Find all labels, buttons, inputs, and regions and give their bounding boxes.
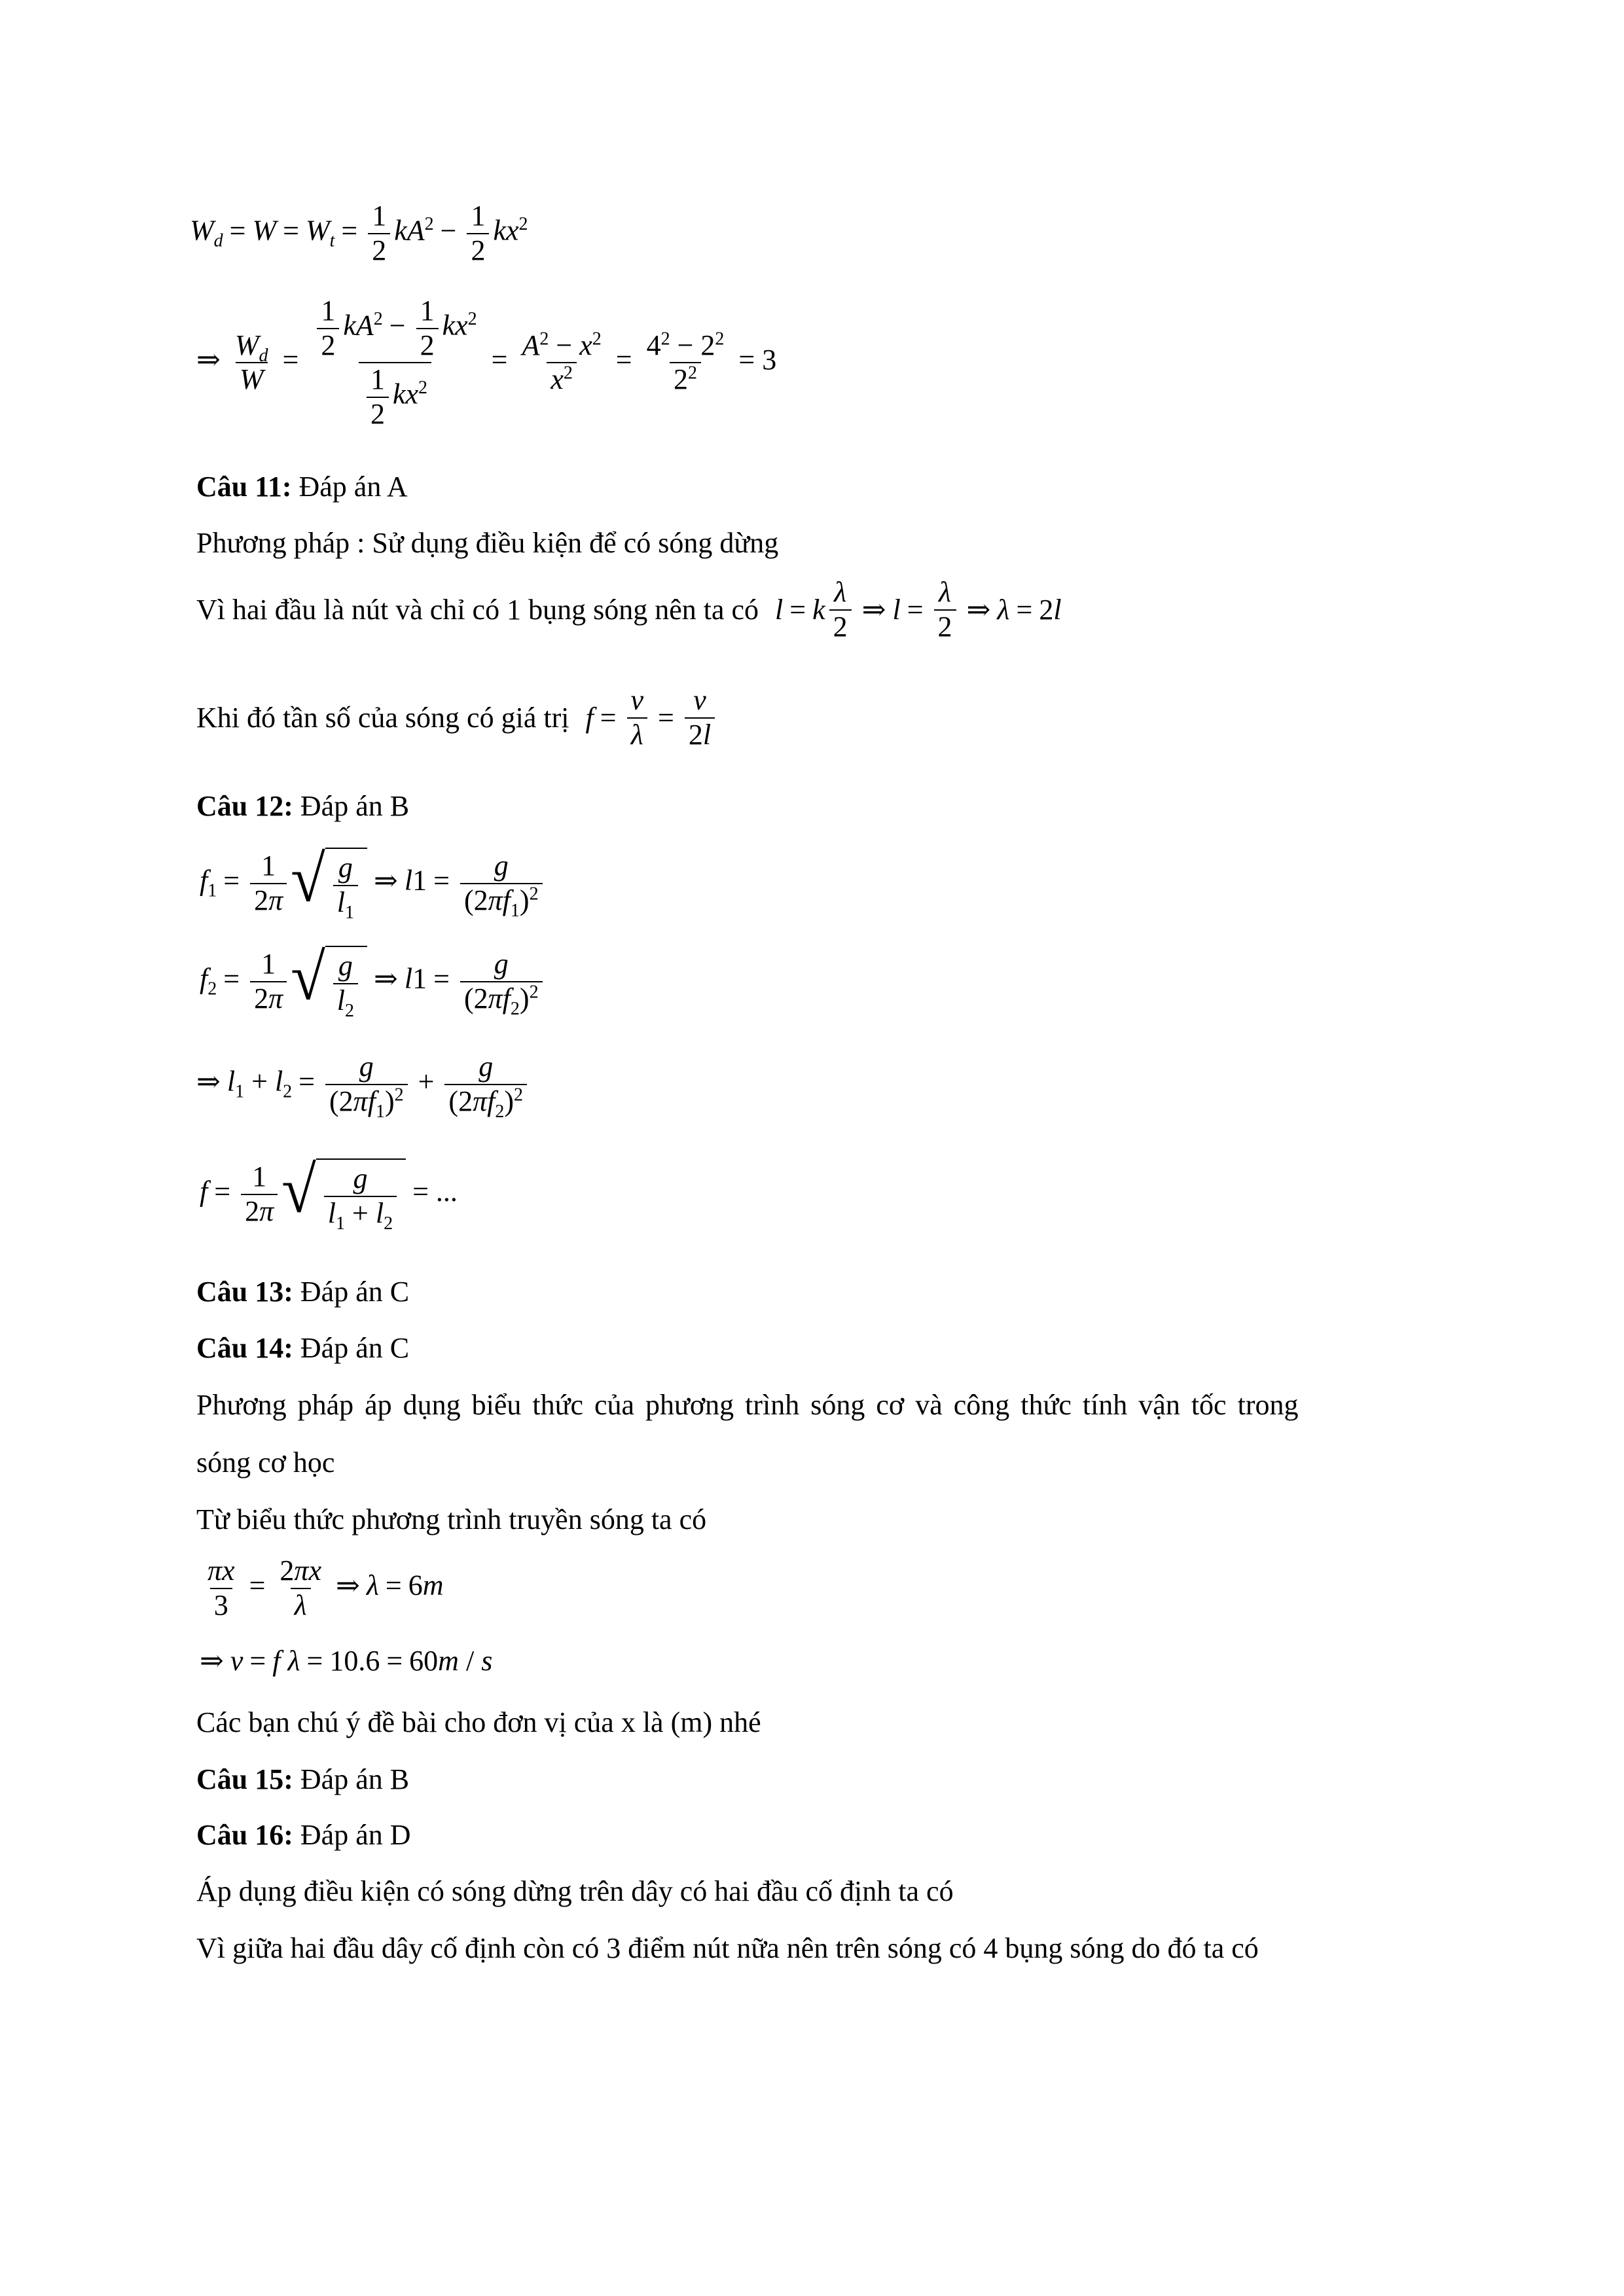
- q11-line3-text: Khi đó tần số của sóng có giá trị: [196, 702, 569, 734]
- q16-label: Câu 16:: [196, 1819, 293, 1851]
- q14-method-a: Phương pháp áp dụng biểu thức của phương trình sóng cơ và công thức tính vận tốc trong: [196, 1389, 1299, 1421]
- q14-note: Các bạn chú ý đề bài cho đơn vị của x là (m) nhé: [196, 1706, 761, 1738]
- q16-line1: Áp dụng điều kiện có sóng dừng trên dây có hai đầu cố định ta có: [196, 1875, 954, 1907]
- q11-method: Phương pháp : Sử dụng điều kiện để có sóng dừng: [196, 527, 779, 559]
- q14-line2: Từ biểu thức phương trình truyền sóng ta có: [196, 1503, 707, 1535]
- q14-method-b: sóng cơ học: [196, 1446, 335, 1479]
- q11-line2-text: Vì hai đầu là nút và chỉ có 1 bụng sóng nên ta có: [196, 594, 759, 626]
- q15-label: Câu 15:: [196, 1763, 293, 1795]
- q11-line2: Vì hai đầu là nút và chỉ có 1 bụng sóng nên ta có l = k $\frac{\lambda}{2}$ ⇒ l = $\frac{\lambda}{2}$ ⇒ λ = 2l: [196, 576, 1062, 643]
- equation-l-sum: ⇒ $l_1 + l_2$ = $\frac{g}{(2\pi f_1)^2}$ + $\frac{g}{(2\pi f_2)^2}$: [190, 1050, 531, 1118]
- q13-answer: Đáp án C: [300, 1276, 410, 1308]
- equation-f1: $f_1$ = $\frac{1}{2\pi}$ √ $\frac{g}{l_1}$ ⇒ l1 = $\frac{g}{(2\pi f_1)^2}$: [200, 848, 547, 919]
- q13-label: Câu 13:: [196, 1276, 293, 1308]
- q12-heading: [196, 792, 409, 821]
- equation-f: f = $\frac{1}{2\pi}$ √ $\frac{g}{l_1 + l_2}$ = ...: [200, 1152, 458, 1234]
- equation-f2: $f_2$ = $\frac{1}{2\pi}$ √ $\frac{g}{l_2}$ ⇒ l1 = $\frac{g}{(2\pi f_2)^2}$: [200, 946, 547, 1017]
- equation-wavelength: $\frac{\pi x}{3}$ = $\frac{2\pi x}{\lambda}$ ⇒ λ = 6m: [208, 1554, 444, 1621]
- q15-answer: Đáp án B: [300, 1763, 410, 1795]
- q16-heading: [196, 1821, 411, 1850]
- equation-energy-ratio: ⇒ $\frac{W_d}{W}$ = $\frac{1}{2}$ $kA^2$ − $\frac{1}{2}$ $kx^2$ $\frac{1}{2}$ $kx^2$ = $\frac{A^2 - x^2}{x^2}$ = $\frac{4^2 - 2^2}{2^2}$ = 3: [196, 295, 777, 430]
- q14-heading: [196, 1334, 409, 1363]
- q14-answer: Đáp án C: [300, 1332, 410, 1364]
- q15-heading: [196, 1765, 409, 1794]
- q12-answer: Đáp án B: [300, 790, 410, 822]
- q14-label: Câu 14:: [196, 1332, 293, 1364]
- equation-velocity: ⇒ v = f λ = 10.6 = 60m / s: [200, 1645, 493, 1677]
- q11-line3: Khi đó tần số của sóng có giá trị f = $\frac{v}{\lambda}$ = $\frac{v}{2l}$: [196, 684, 719, 751]
- q16-line2: Vì giữa hai đầu dây cố định còn có 3 điểm nút nữa nên trên sóng có 4 bụng sóng do đó ta có: [196, 1932, 1259, 1964]
- q12-label: Câu 12:: [196, 790, 293, 822]
- equation-energy: $W_d = W = W_t$ = $\frac{1}{2}$ $kA^2$ − $\frac{1}{2}$ $kx^2$: [190, 200, 528, 266]
- q11-answer: Đáp án A: [298, 471, 408, 503]
- q16-answer: Đáp án D: [300, 1819, 411, 1851]
- q11-label: Câu 11:: [196, 471, 292, 503]
- q11-heading: [196, 473, 408, 501]
- q13-heading: [196, 1278, 409, 1306]
